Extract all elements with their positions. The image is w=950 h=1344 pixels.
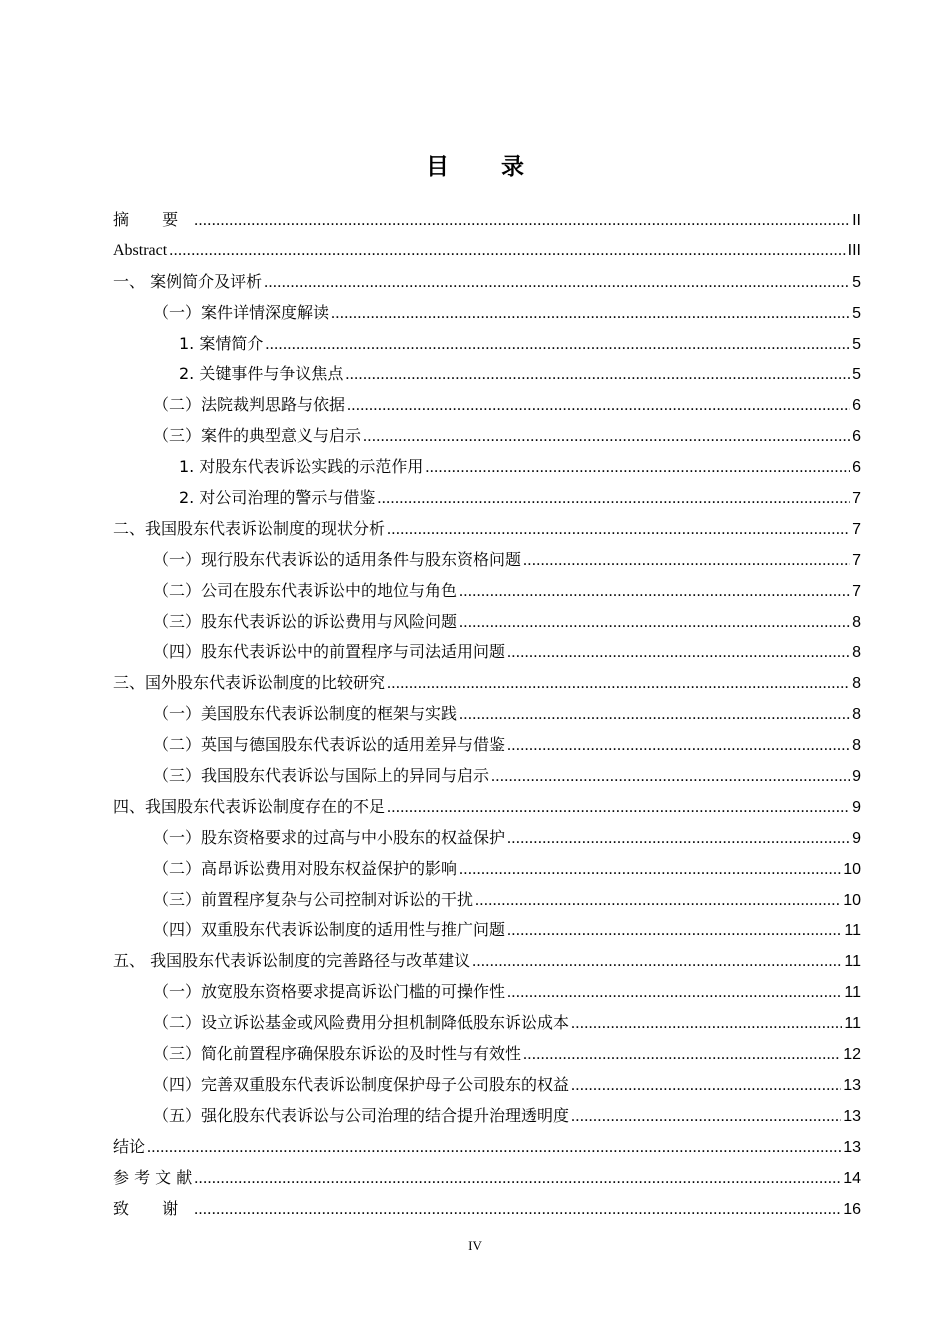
toc-entry-label: 1. 案情简介 bbox=[179, 333, 264, 353]
toc-entry-subsection[interactable] bbox=[113, 359, 861, 390]
toc-entry-label: （一）案件详情深度解读 bbox=[153, 302, 330, 322]
toc-entry-label: （一）现行股东代表诉讼的适用条件与股东资格问题 bbox=[153, 549, 522, 569]
dot-leader bbox=[387, 669, 850, 700]
dot-leader bbox=[507, 916, 842, 947]
toc-entry-page: 6 bbox=[852, 428, 861, 446]
dot-leader bbox=[387, 515, 850, 546]
page-number: IV bbox=[468, 1238, 482, 1253]
toc-entry-label: 二、我国股东代表诉讼制度的现状分析 bbox=[113, 518, 386, 538]
toc-entry-chapter-3[interactable] bbox=[113, 668, 861, 699]
toc-entry-label: 致 谢 bbox=[113, 1198, 193, 1218]
toc-entry-label: （三）简化前置程序确保股东诉讼的及时性与有效性 bbox=[153, 1044, 522, 1064]
dot-leader bbox=[472, 947, 842, 978]
toc-entry-page: 5 bbox=[852, 366, 861, 384]
toc-entry-page: 7 bbox=[852, 582, 861, 600]
toc-entry-section[interactable] bbox=[113, 885, 861, 916]
toc-entry-page: 11 bbox=[844, 984, 861, 1002]
dot-leader bbox=[264, 268, 850, 299]
toc-entry-page: 5 bbox=[852, 304, 861, 322]
toc-entry-page: 13 bbox=[843, 1076, 861, 1094]
toc-entry-label: 摘 要 bbox=[113, 210, 193, 229]
toc-entry-label: 五、 我国股东代表诉讼制度的完善路径与改革建议 bbox=[113, 951, 471, 971]
toc-entry-page: 11 bbox=[844, 1015, 861, 1033]
toc-entry-label: （一）美国股东代表诉讼制度的框架与实践 bbox=[153, 704, 458, 724]
toc-entry-page: 13 bbox=[843, 1107, 861, 1125]
dot-leader bbox=[523, 546, 850, 577]
toc-entry-subsection[interactable] bbox=[113, 329, 861, 360]
toc-entry-page: 7 bbox=[852, 520, 861, 538]
dot-leader bbox=[194, 1164, 841, 1195]
toc-entry-page: 7 bbox=[852, 490, 861, 508]
toc-entry-label: 四、我国股东代表诉讼制度存在的不足 bbox=[113, 796, 386, 816]
dot-leader bbox=[147, 1133, 841, 1164]
dot-leader bbox=[491, 762, 850, 793]
toc-entry-page: 9 bbox=[852, 798, 861, 816]
dot-leader bbox=[377, 484, 850, 515]
toc-entry-subsection[interactable] bbox=[113, 452, 861, 483]
toc-entry-section[interactable] bbox=[113, 761, 861, 792]
toc-entry-abstract-en[interactable] bbox=[113, 236, 861, 267]
toc-entry-label: 1. 对股东代表诉讼实践的示范作用 bbox=[179, 457, 424, 477]
toc-entry-abstract-cn[interactable] bbox=[113, 205, 861, 236]
toc-entry-label: Abstract bbox=[113, 241, 168, 259]
toc-entry-page: III bbox=[847, 241, 861, 259]
toc-entry-label: （二）公司在股东代表诉讼中的地位与角色 bbox=[153, 580, 458, 600]
toc-entry-chapter-2[interactable] bbox=[113, 514, 861, 545]
dot-leader bbox=[507, 638, 850, 669]
dot-leader bbox=[169, 236, 845, 267]
toc-entry-section[interactable] bbox=[113, 421, 861, 452]
toc-entry-label: （二）英国与德国股东代表诉讼的适用差异与借鉴 bbox=[153, 735, 506, 755]
toc-entry-label: （五）强化股东代表诉讼与公司治理的结合提升治理透明度 bbox=[153, 1105, 570, 1125]
toc-entry-label: （二）高昂诉讼费用对股东权益保护的影响 bbox=[153, 858, 458, 878]
toc-entry-section[interactable] bbox=[113, 1101, 861, 1132]
toc-entry-acknowledgements[interactable] bbox=[113, 1194, 861, 1225]
toc-entry-label: （二）法院裁判思路与依据 bbox=[153, 395, 346, 415]
toc-entry-section[interactable] bbox=[113, 1039, 861, 1070]
toc-entry-chapter-5[interactable] bbox=[113, 946, 861, 977]
dot-leader bbox=[363, 422, 850, 453]
toc-entry-page: 11 bbox=[844, 953, 861, 971]
toc-title: 目 录 bbox=[425, 154, 546, 180]
toc-entry-label: 参 考 文 献 bbox=[113, 1167, 193, 1187]
toc-entry-label: （二）设立诉讼基金或风险费用分担机制降低股东诉讼成本 bbox=[153, 1013, 570, 1033]
toc-entry-page: 8 bbox=[852, 675, 861, 693]
dot-leader bbox=[459, 577, 850, 608]
toc-entry-page: 8 bbox=[852, 737, 861, 755]
dot-leader bbox=[194, 206, 850, 237]
toc-entry-section[interactable] bbox=[113, 730, 861, 761]
toc-entry-page: 5 bbox=[852, 273, 861, 291]
toc-entry-page: 10 bbox=[843, 891, 861, 909]
toc-entry-section[interactable] bbox=[113, 607, 861, 638]
toc-entry-label: 三、国外股东代表诉讼制度的比较研究 bbox=[113, 673, 386, 693]
toc-entry-conclusion[interactable] bbox=[113, 1132, 861, 1163]
toc-entry-page: 9 bbox=[852, 829, 861, 847]
dot-leader bbox=[387, 793, 850, 824]
toc-entry-section[interactable] bbox=[113, 1070, 861, 1101]
toc-entry-page: 14 bbox=[843, 1169, 861, 1187]
toc-entry-label: （三）案件的典型意义与启示 bbox=[153, 426, 362, 446]
toc-entry-section[interactable] bbox=[113, 1008, 861, 1039]
toc-entry-section[interactable] bbox=[113, 854, 861, 885]
toc-entry-label: 2. 对公司治理的警示与借鉴 bbox=[179, 488, 376, 508]
toc-entry-page: 13 bbox=[843, 1138, 861, 1156]
dot-leader bbox=[507, 731, 850, 762]
dot-leader bbox=[475, 886, 841, 917]
toc-entry-page: 10 bbox=[843, 860, 861, 878]
dot-leader bbox=[459, 608, 850, 639]
toc-entry-label: （三）前置程序复杂与公司控制对诉讼的干扰 bbox=[153, 889, 474, 909]
dot-leader bbox=[347, 391, 850, 422]
dot-leader bbox=[345, 360, 850, 391]
toc-entry-page: II bbox=[852, 212, 861, 229]
toc-entry-section[interactable] bbox=[113, 637, 861, 668]
toc-entry-label: （三）我国股东代表诉讼与国际上的异同与启示 bbox=[153, 766, 490, 786]
toc-entry-page: 5 bbox=[852, 335, 861, 353]
toc-entry-section[interactable] bbox=[113, 977, 861, 1008]
toc-entry-references[interactable] bbox=[113, 1163, 861, 1194]
toc-entry-label: （一）放宽股东资格要求提高诉讼门槛的可操作性 bbox=[153, 982, 506, 1002]
toc-entry-chapter-1[interactable] bbox=[113, 267, 861, 298]
toc-entry-page: 11 bbox=[844, 922, 861, 940]
toc-entry-page: 8 bbox=[852, 644, 861, 662]
dot-leader bbox=[331, 299, 850, 330]
toc-entry-page: 12 bbox=[843, 1046, 861, 1064]
toc-entry-label: （一）股东资格要求的过高与中小股东的权益保护 bbox=[153, 827, 506, 847]
toc-entry-section[interactable] bbox=[113, 298, 861, 329]
dot-leader bbox=[459, 855, 841, 886]
toc-entry-page: 7 bbox=[852, 551, 861, 569]
toc-entry-chapter-4[interactable] bbox=[113, 792, 861, 823]
dot-leader bbox=[425, 453, 850, 484]
toc-entry-page: 8 bbox=[852, 613, 861, 631]
toc-entry-label: （三）股东代表诉讼的诉讼费用与风险问题 bbox=[153, 611, 458, 631]
toc-entry-label: （四）股东代表诉讼中的前置程序与司法适用问题 bbox=[153, 642, 506, 662]
toc-entry-subsection[interactable] bbox=[113, 483, 861, 514]
toc-entry-page: 6 bbox=[852, 459, 861, 477]
toc-entry-section[interactable] bbox=[113, 390, 861, 421]
dot-leader bbox=[507, 978, 842, 1009]
dot-leader bbox=[571, 1102, 841, 1133]
toc-entry-section[interactable] bbox=[113, 576, 861, 607]
table-of-contents bbox=[113, 205, 861, 1224]
toc-entry-section[interactable] bbox=[113, 915, 861, 946]
dot-leader bbox=[194, 1195, 841, 1226]
dot-leader bbox=[571, 1009, 842, 1040]
toc-entry-page: 9 bbox=[852, 768, 861, 786]
toc-entry-section[interactable] bbox=[113, 823, 861, 854]
dot-leader bbox=[459, 700, 850, 731]
toc-entry-label: （四）双重股东代表诉讼制度的适用性与推广问题 bbox=[153, 920, 506, 940]
toc-entry-page: 8 bbox=[852, 706, 861, 724]
dot-leader bbox=[571, 1071, 841, 1102]
toc-entry-label: 结论 bbox=[113, 1136, 146, 1156]
toc-entry-label: 2. 关键事件与争议焦点 bbox=[179, 364, 344, 384]
dot-leader bbox=[523, 1040, 841, 1071]
toc-entry-page: 6 bbox=[852, 397, 861, 415]
toc-entry-label: 一、 案例简介及评析 bbox=[113, 271, 263, 291]
toc-entry-section[interactable] bbox=[113, 545, 861, 576]
toc-entry-page: 16 bbox=[843, 1200, 861, 1218]
dot-leader bbox=[507, 824, 850, 855]
toc-entry-label: （四）完善双重股东代表诉讼制度保护母子公司股东的权益 bbox=[153, 1074, 570, 1094]
toc-entry-section[interactable] bbox=[113, 699, 861, 730]
dot-leader bbox=[265, 330, 850, 361]
